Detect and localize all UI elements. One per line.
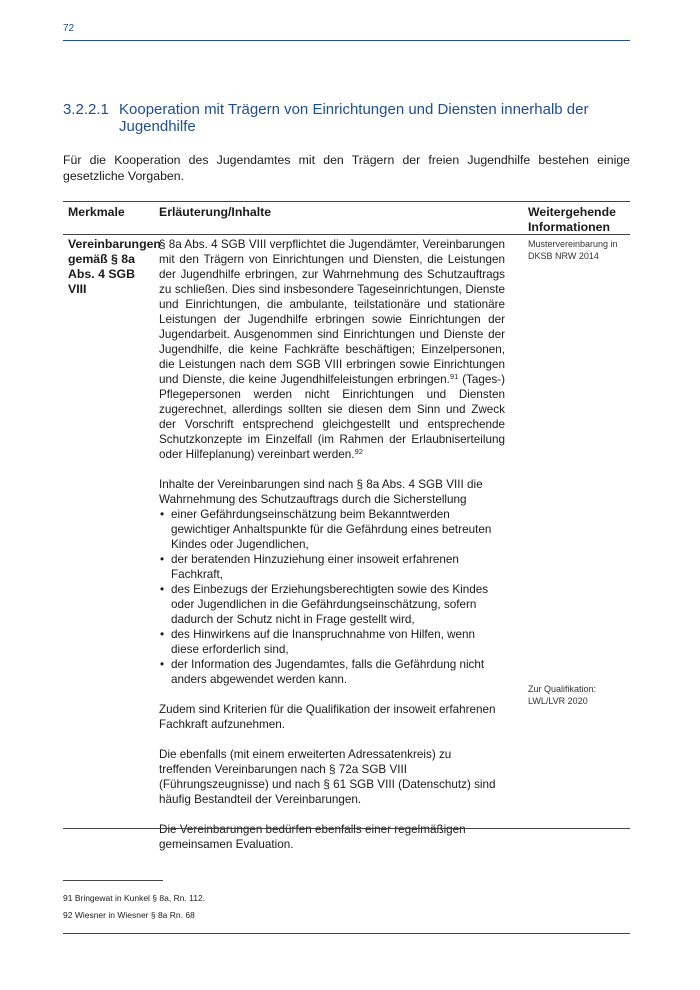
paragraph-qualification: Zudem sind Kriterien für die Qualifikation der insoweit erfahrenen Fachkraft aufzunehmen.: [159, 703, 496, 731]
row-merkmal: Vereinbarungen gemäß § 8a Abs. 4 SGB VIII: [68, 237, 161, 296]
section-number: 3.2.2.1: [63, 101, 109, 118]
list-item: • der Information des Jugendamtes, falls die Gefährdung nicht anders abgewendet werden kann.: [159, 657, 505, 687]
list-item: • des Hinwirkens auf die Inanspruchnahme von Hilfen, wenn diese erforderlich sind,: [159, 627, 505, 657]
footnote-91: 91 Bringewat in Kunkel § 8a, Rn. 112.: [63, 893, 206, 903]
intro-paragraph: Für die Kooperation des Jugendamtes mit den Trägern der freien Jugendhilfe bestehen einige gesetzliche Vorgaben.: [63, 153, 630, 183]
page-number: 72: [63, 23, 75, 34]
footnote-ref-91: 91: [449, 372, 459, 381]
footnote-separator: [63, 880, 163, 881]
list-item: • der beratenden Hinzuziehung einer insoweit erfahrenen Fachkraft,: [159, 552, 505, 582]
footnotes: [63, 890, 205, 924]
footer-rule: [63, 933, 630, 934]
note-mustervereinbarung: Mustervereinbarung in DKSB NRW 2014: [528, 239, 618, 261]
paragraph-other-agreements: Die ebenfalls (mit einem erweiterten Adressatenkreis) zu treffenden Vereinbarungen nach § 72a SGB VIII (Führungszeugnisse) und nach § 61 SGB VIII (Datenschutz) sind häufig Bestandteil der Vereinbarungen.: [159, 748, 496, 806]
section-title: Kooperation mit Trägern von Einrichtungen und Diensten innerhalb der Jugendhilfe: [119, 101, 589, 135]
header-merkmale: Merkmale: [68, 205, 125, 219]
note-qualifikation: Zur Qualifikation: LWL/LVR 2020: [528, 684, 597, 706]
footnote-ref-92: 92: [354, 447, 363, 456]
footnote-92: 92 Wiesner in Wiesner § 8a Rn. 68: [63, 910, 195, 920]
duties-list: [159, 507, 505, 687]
list-item: • des Einbezugs der Erziehungsberechtigten sowie des Kindes oder Jugendlichen in die Gefährdungseinschätzung, sofern dadurch der Schutz nicht in Frage gestellt wird,: [159, 582, 505, 627]
row-erlaeuterung: [159, 237, 505, 852]
header-weitergehende: Weitergehende Informationen: [528, 205, 616, 234]
header-erlaeuterung: Erläuterung/Inhalte: [159, 205, 272, 219]
table-bottom-rule: [63, 828, 630, 829]
paragraph-evaluation: Die Vereinbarungen bedürfen ebenfalls einer regelmäßigen gemeinsamen Evaluation.: [159, 823, 466, 851]
paragraph-contents: Inhalte der Vereinbarungen sind nach § 8a Abs. 4 SGB VIII die Wahrnehmung des Schutzauftrags durch die Sicherstellung: [159, 478, 483, 506]
table-header-rule: [63, 234, 630, 235]
header-rule: [63, 40, 630, 41]
section-heading: [63, 101, 623, 135]
paragraph-obligation: § 8a Abs. 4 SGB VIII verpflichtet die Jugendämter, Vereinbarungen mit den Trägern von Einrichtungen und Diensten, die Leistungen der Jugendhilfe erbringen, zur Wahrnehmung des Schutzauftrags zu schließen. Dies sind insbesondere Tageseinrichtungen, Dienste und Einrichtungen, die ambulante, teilstationäre und stationäre Leistungen der Jugendhilfe erbringen sowie Einrichtungen der Jugendarbeit. Ausgenommen sind Einrichtungen und Dienste der Jugendhilfe, die keine Fachkräfte beschäftigen; Einzelpersonen, die Leistungen nach dem SGB VIII erbringen sowie Einrichtungen und Dienste, die keine Jugendhilfeleistungen erbringen.$^{91}$ (Tages-) Pflegepersonen werden nicht Einrichtungen und Diensten zugerechnet, allerdings sollten sie diesen dem Sinn und Zweck der Vorschrift entsprechend gleichgestellt und entsprechende Schutzkonzepte im Einzelfall (im Rahmen der Erlaubniserteilung oder Hilfeplanung) vereinbart werden.$^{92}$: [159, 238, 505, 461]
table-top-rule: [63, 201, 630, 202]
list-item: • einer Gefährdungseinschätzung beim Bekanntwerden gewichtiger Anhaltspunkte für die Gefährdung eines betreuten Kindes oder Jugendlichen,: [159, 507, 505, 552]
